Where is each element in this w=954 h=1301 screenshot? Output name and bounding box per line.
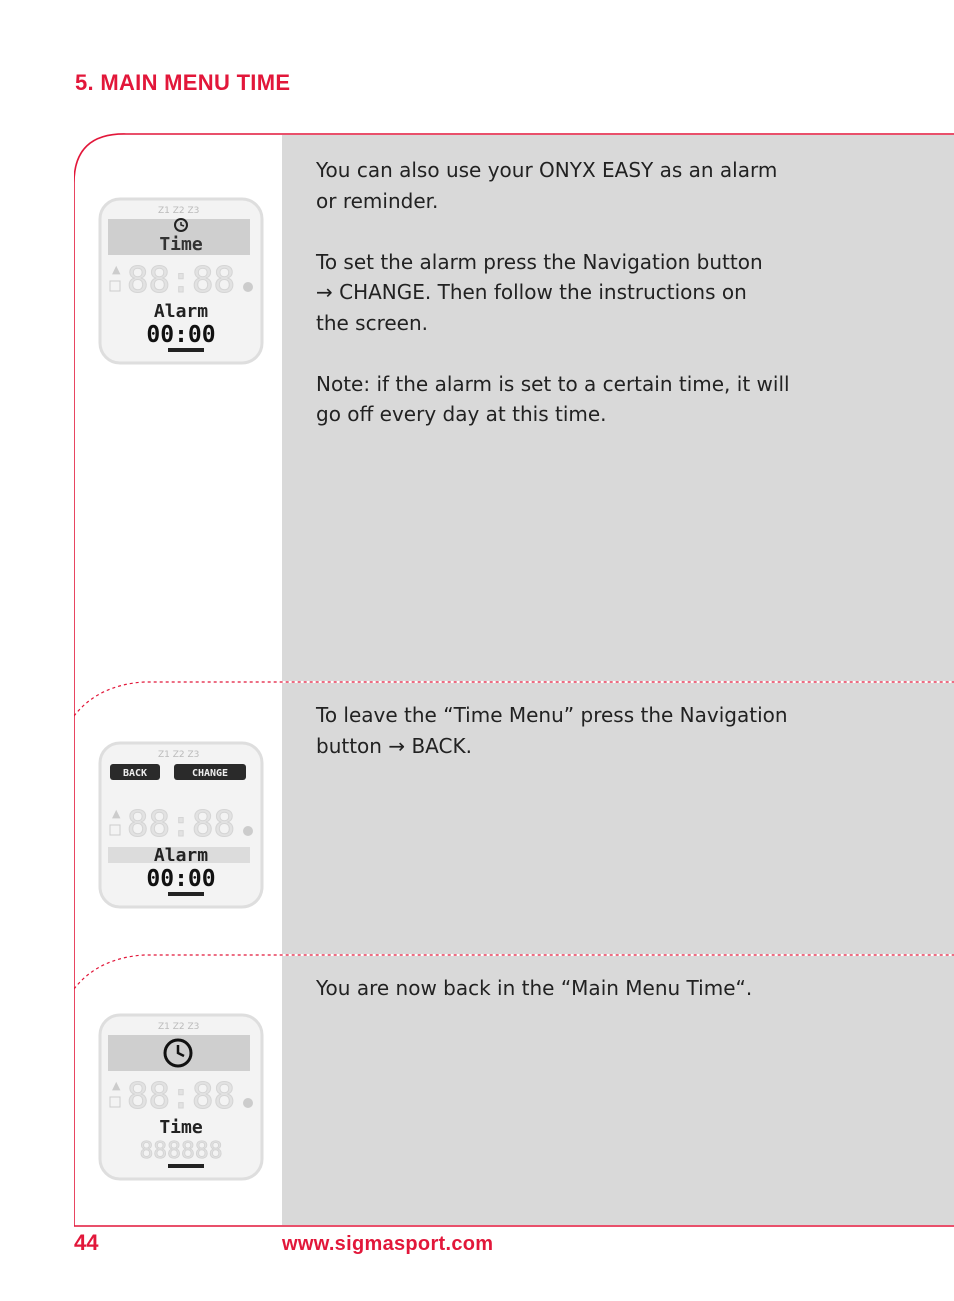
page-number: 44 [74,1230,99,1255]
section-title: 5. MAIN MENU TIME [75,70,291,95]
svg-text:88:88: 88:88 [126,260,236,301]
display-bottom-label: Alarm [153,845,209,866]
footer-url[interactable]: www.sigmasport.com [282,1233,494,1255]
step-text-2: To leave the “Time Menu” press the Navigation button → BACK. [316,703,788,758]
softkey-change-label: CHANGE [191,768,229,779]
svg-text:Z1 Z2 Z3: Z1 Z2 Z3 [158,206,200,216]
step-text-3: You are now back in the “Main Menu Time“. [316,976,753,1000]
display-bottom-label: Alarm [153,301,209,322]
svg-text:888888: 888888 [139,1138,223,1164]
content-frame [74,133,954,1227]
display-bottom-value: 00:00 [146,866,216,892]
device-display-main-menu [96,1011,266,1183]
svg-text:▲: ▲ [112,1079,121,1092]
step-text-1: You can also use your ONYX EASY as an alarm or reminder. To set the alarm press the Navigation button → CHANGE. Then follow the instructions on the screen. Note: if the alarm is set to a certain time, it will go off every day at this time. [316,158,790,426]
device-display-alarm [96,195,266,367]
display-bottom-label: Time [159,1117,203,1138]
display-bottom-value: 00:00 [146,322,216,348]
device-display-back-change [96,739,266,911]
softkey-back-label: BACK [122,768,148,779]
svg-text:▲: ▲ [112,263,121,276]
svg-text:88:88: 88:88 [126,1076,236,1117]
svg-text:Z1 Z2 Z3: Z1 Z2 Z3 [158,1022,200,1032]
display-top-label: Time [159,234,203,255]
svg-text:88:88: 88:88 [126,804,236,845]
svg-text:▲: ▲ [112,807,121,820]
svg-text:Z1 Z2 Z3: Z1 Z2 Z3 [158,750,200,760]
